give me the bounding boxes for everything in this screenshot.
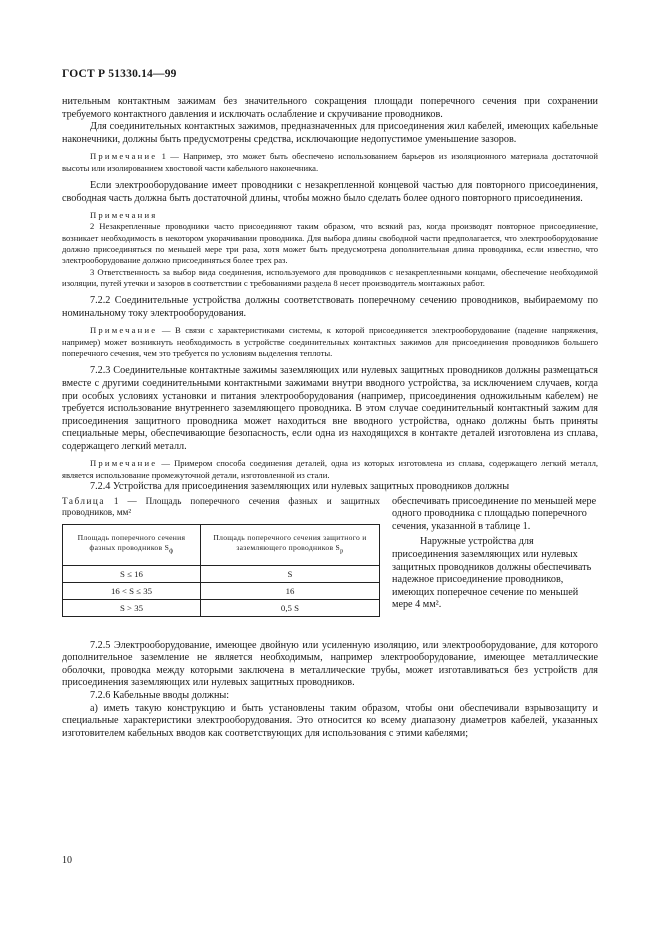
- cell-protective: 16: [200, 582, 379, 599]
- cell-phase: 16 < S ≤ 35: [63, 582, 201, 599]
- paragraph-7-2-6: 7.2.6 Кабельные вводы должны:: [90, 690, 230, 702]
- paragraph-continuation: нительным контактным зажимам без значительного сокращения площади поперечного сечения при сохранении требуемого контактного давления и исключать ослабление и скручивание проводников.: [62, 96, 598, 120]
- table-header-row: [63, 524, 380, 565]
- paragraph-lugs: Для соединительных контактных зажимов, предназначенных для присоединения жил кабелей, имеющих кабельные наконечники, должны быть предусмотрены средства, исключающие недопустимое уменьшение зазоров.: [62, 121, 598, 145]
- document-header: ГОСТ Р 51330.14—99: [62, 68, 177, 80]
- side-text-continuation: обеспечивать присоединение по меньшей мере одного проводника с площадью поперечного сечения, указанной в таблице 1.: [392, 495, 597, 532]
- table-section: [62, 496, 598, 636]
- table-label: Таблица: [62, 495, 105, 506]
- cell-phase: S ≤ 16: [63, 565, 201, 582]
- note-1: [62, 151, 598, 174]
- paragraph-7-2-4: 7.2.4 Устройства для присоединения заземляющих или нулевых защитных проводников должны: [90, 481, 510, 493]
- note-label: Примечание: [90, 151, 158, 162]
- paragraph-7-2-6-a: а) иметь такую конструкцию и быть установлены таким образом, чтобы они обеспечивали взрывозащиту и специальные характеристики электрооборудования. Это относится ко всему диапазону диаметров кабелей, указанных изготовителем кабельных вводов как соответствующих для использования с этими кабелями;: [62, 702, 598, 739]
- table-caption: [62, 496, 380, 519]
- notes-heading: Примечания: [90, 210, 158, 221]
- col-header-phase: Площадь поперечного сечения фазных проводников $S_ф$: [63, 524, 201, 565]
- note-2: 2 Незакрепленные проводники часто присоединяют таким образом, что всякий раз, когда производят повторное присоединение, возникает необходимость в некотором укорачивании проводника. Для выбора длины свободной части предполагается, что электрооборудование должно присоединяться по меньшей мере три раза, хотя может быть предусмотрена дополнительная длина проводника, если известно, что электрооборудование должно присоединяться более трех раз.: [62, 221, 598, 266]
- side-text-external: Наружные устройства для присоединения заземляющих или нулевых защитных проводников должны обеспечивать надежное присоединение проводников, имеющих поперечное сечение по меньшей мере 4 мм².: [392, 536, 592, 611]
- table-row: [63, 565, 380, 582]
- side-column: [392, 496, 598, 612]
- note-text: — В связи с характеристиками системы, к которой присоединяется электрооборудование (падение напряжения, например) может возникнуть необходимость в устройстве соединительных контактных зажимов для присоединения проводников большего поперечного сечения, чем это требуется по условиям выделения теплоты.: [62, 325, 598, 359]
- table-row: [63, 582, 380, 599]
- paragraph-7-2-2: 7.2.2 Соединительные устройства должны соответствовать поперечному сечению проводников, выбираемому по номинальному току электрооборудования.: [62, 295, 598, 319]
- note-text: 1 — Например, это может быть обеспечено использованием барьеров из изоляционного материала достаточной высоты или изолированием хвостовой части кабельного наконечника.: [62, 151, 598, 173]
- paragraph-7-2-3: 7.2.3 Соединительные контактные зажимы заземляющих или нулевых защитных проводников должны размещаться вместе с другими соединительными контактными зажимами внутри вводного устройства, за исключением случаев, когда при особых условиях установки и питания электрооборудования (например, присоединения одножильным кабелем) не требуется использование внутреннего заземляющего проводника. В этом случае соединительный контактный зажим для присоединения защитного проводника может находиться вне вводного устройства, однако должны быть приняты специальные меры, обеспечивающие безопасность, если одна из находящихся в контакте деталей изготовлена из сплава, содержащего легкий металл.: [62, 365, 598, 452]
- note-text: — Примером способа соединения деталей, одна из которых изготовлена из сплава, содержащего легкий металл, является использование промежуточной детали, изготовленной из стали.: [62, 458, 599, 480]
- note-4: [62, 325, 598, 359]
- page-number: 10: [62, 855, 72, 866]
- note-label: Примечание: [90, 458, 158, 469]
- conductor-section-table: [62, 524, 380, 617]
- cell-protective: 0,5 S: [200, 599, 379, 616]
- page-content: [62, 96, 598, 740]
- cell-protective: S: [200, 565, 379, 582]
- note-3: 3 Ответственность за выбор вида соединения, используемого для проводников с незакрепленными концами, обеспечение необходимой изоляции, путей утечки и зазоров в соответствии с требованиями раздела 8 несет производитель монтажных работ.: [62, 266, 598, 288]
- col-header-protective: Площадь поперечного сечения защитного и заземляющего проводников $S_р$: [200, 524, 379, 565]
- table-block: [62, 496, 380, 617]
- paragraph-loose-ends: Если электрооборудование имеет проводники с незакрепленной концевой частью для повторного присоединения, свободная часть должна быть достаточной длины, чтобы можно было сделать более одного повторного присоединения.: [62, 179, 598, 204]
- table-caption-text: 1 — Площадь поперечного сечения фазных и защитных проводников, мм²: [62, 495, 381, 518]
- paragraph-7-2-5: 7.2.5 Электрооборудование, имеющее двойную или усиленную изоляцию, или электрооборудование, для которого дополнительное заземление не является необходимым, например электрооборудование, имеющее металлические оболочки, проводка между которыми заключена в металлические трубы, может изготавливаться без устройств для присоединения заземляющих или нулевых защитных проводников.: [62, 639, 598, 689]
- note-label: Примечание: [90, 325, 158, 336]
- table-row: [63, 599, 380, 616]
- cell-phase: S > 35: [63, 599, 201, 616]
- note-5: [62, 458, 598, 481]
